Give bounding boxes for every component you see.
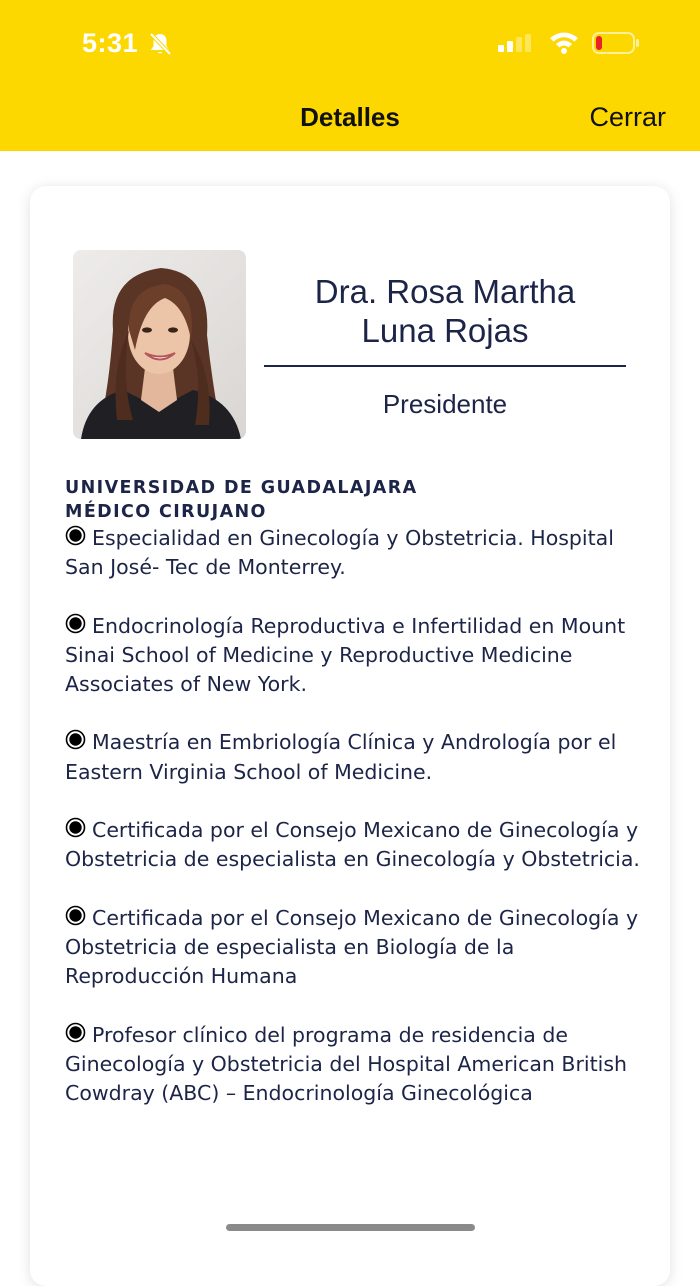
doctor-name-block [264,272,626,420]
education-item-text: Profesor clínico del programa de residencia de Ginecología y Obstetricia del Hospital American British Cowdray (ABC) – Endocrinología Ginecológica [65,1022,628,1106]
page-title: Detalles [300,102,400,132]
doctor-name-line2: Luna Rojas [361,312,529,349]
bullet-radio-icon [65,905,86,926]
education-section [65,476,655,1137]
doctor-name-line1: Dra. Rosa Martha [314,273,576,310]
bullet-radio-icon [65,817,86,838]
bullet-radio-icon [65,729,86,750]
cellular-signal-icon [498,34,532,52]
status-time: 5:31 [82,28,139,58]
bullet-radio-icon [65,613,86,634]
bullet-radio-icon [65,525,86,546]
education-item-text: Certificada por el Consejo Mexicano de Ginecología y Obstetricia de especialista en Ginecología y Obstetricia. [65,818,640,872]
education-item [65,728,655,787]
close-button[interactable]: Cerrar [589,102,666,132]
education-item-text: Endocrinología Reproductiva e Infertilidad en Mount Sinai School of Medicine y Reproductive Medicine Associates of New York. [65,613,626,697]
education-item [65,816,655,875]
education-item-text: Maestría en Embriología Clínica y Andrología por el Eastern Virginia School of Medicine. [65,730,617,784]
bell-slash-icon [147,31,173,57]
doctor-photo [73,250,246,439]
wifi-icon [548,30,580,54]
education-item-text: Especialidad en Ginecología y Obstetricia. Hospital San José- Tec de Monterrey. [65,526,614,580]
bullet-radio-icon [65,1022,86,1043]
education-item [65,1021,655,1109]
doctor-role: Presidente [382,389,508,419]
education-item-text: Certificada por el Consejo Mexicano de Ginecología y Obstetricia de especialista en Biología de la Reproducción Humana [65,905,639,989]
education-item [65,524,655,583]
education-item [65,612,655,700]
name-divider [264,365,626,367]
education-item [65,904,655,992]
home-indicator[interactable] [226,1224,475,1231]
education-heading-degree: MÉDICO CIRUJANO [65,502,267,522]
education-heading-university: UNIVERSIDAD DE GUADALAJARA [65,478,418,498]
battery-low-icon [592,32,640,54]
